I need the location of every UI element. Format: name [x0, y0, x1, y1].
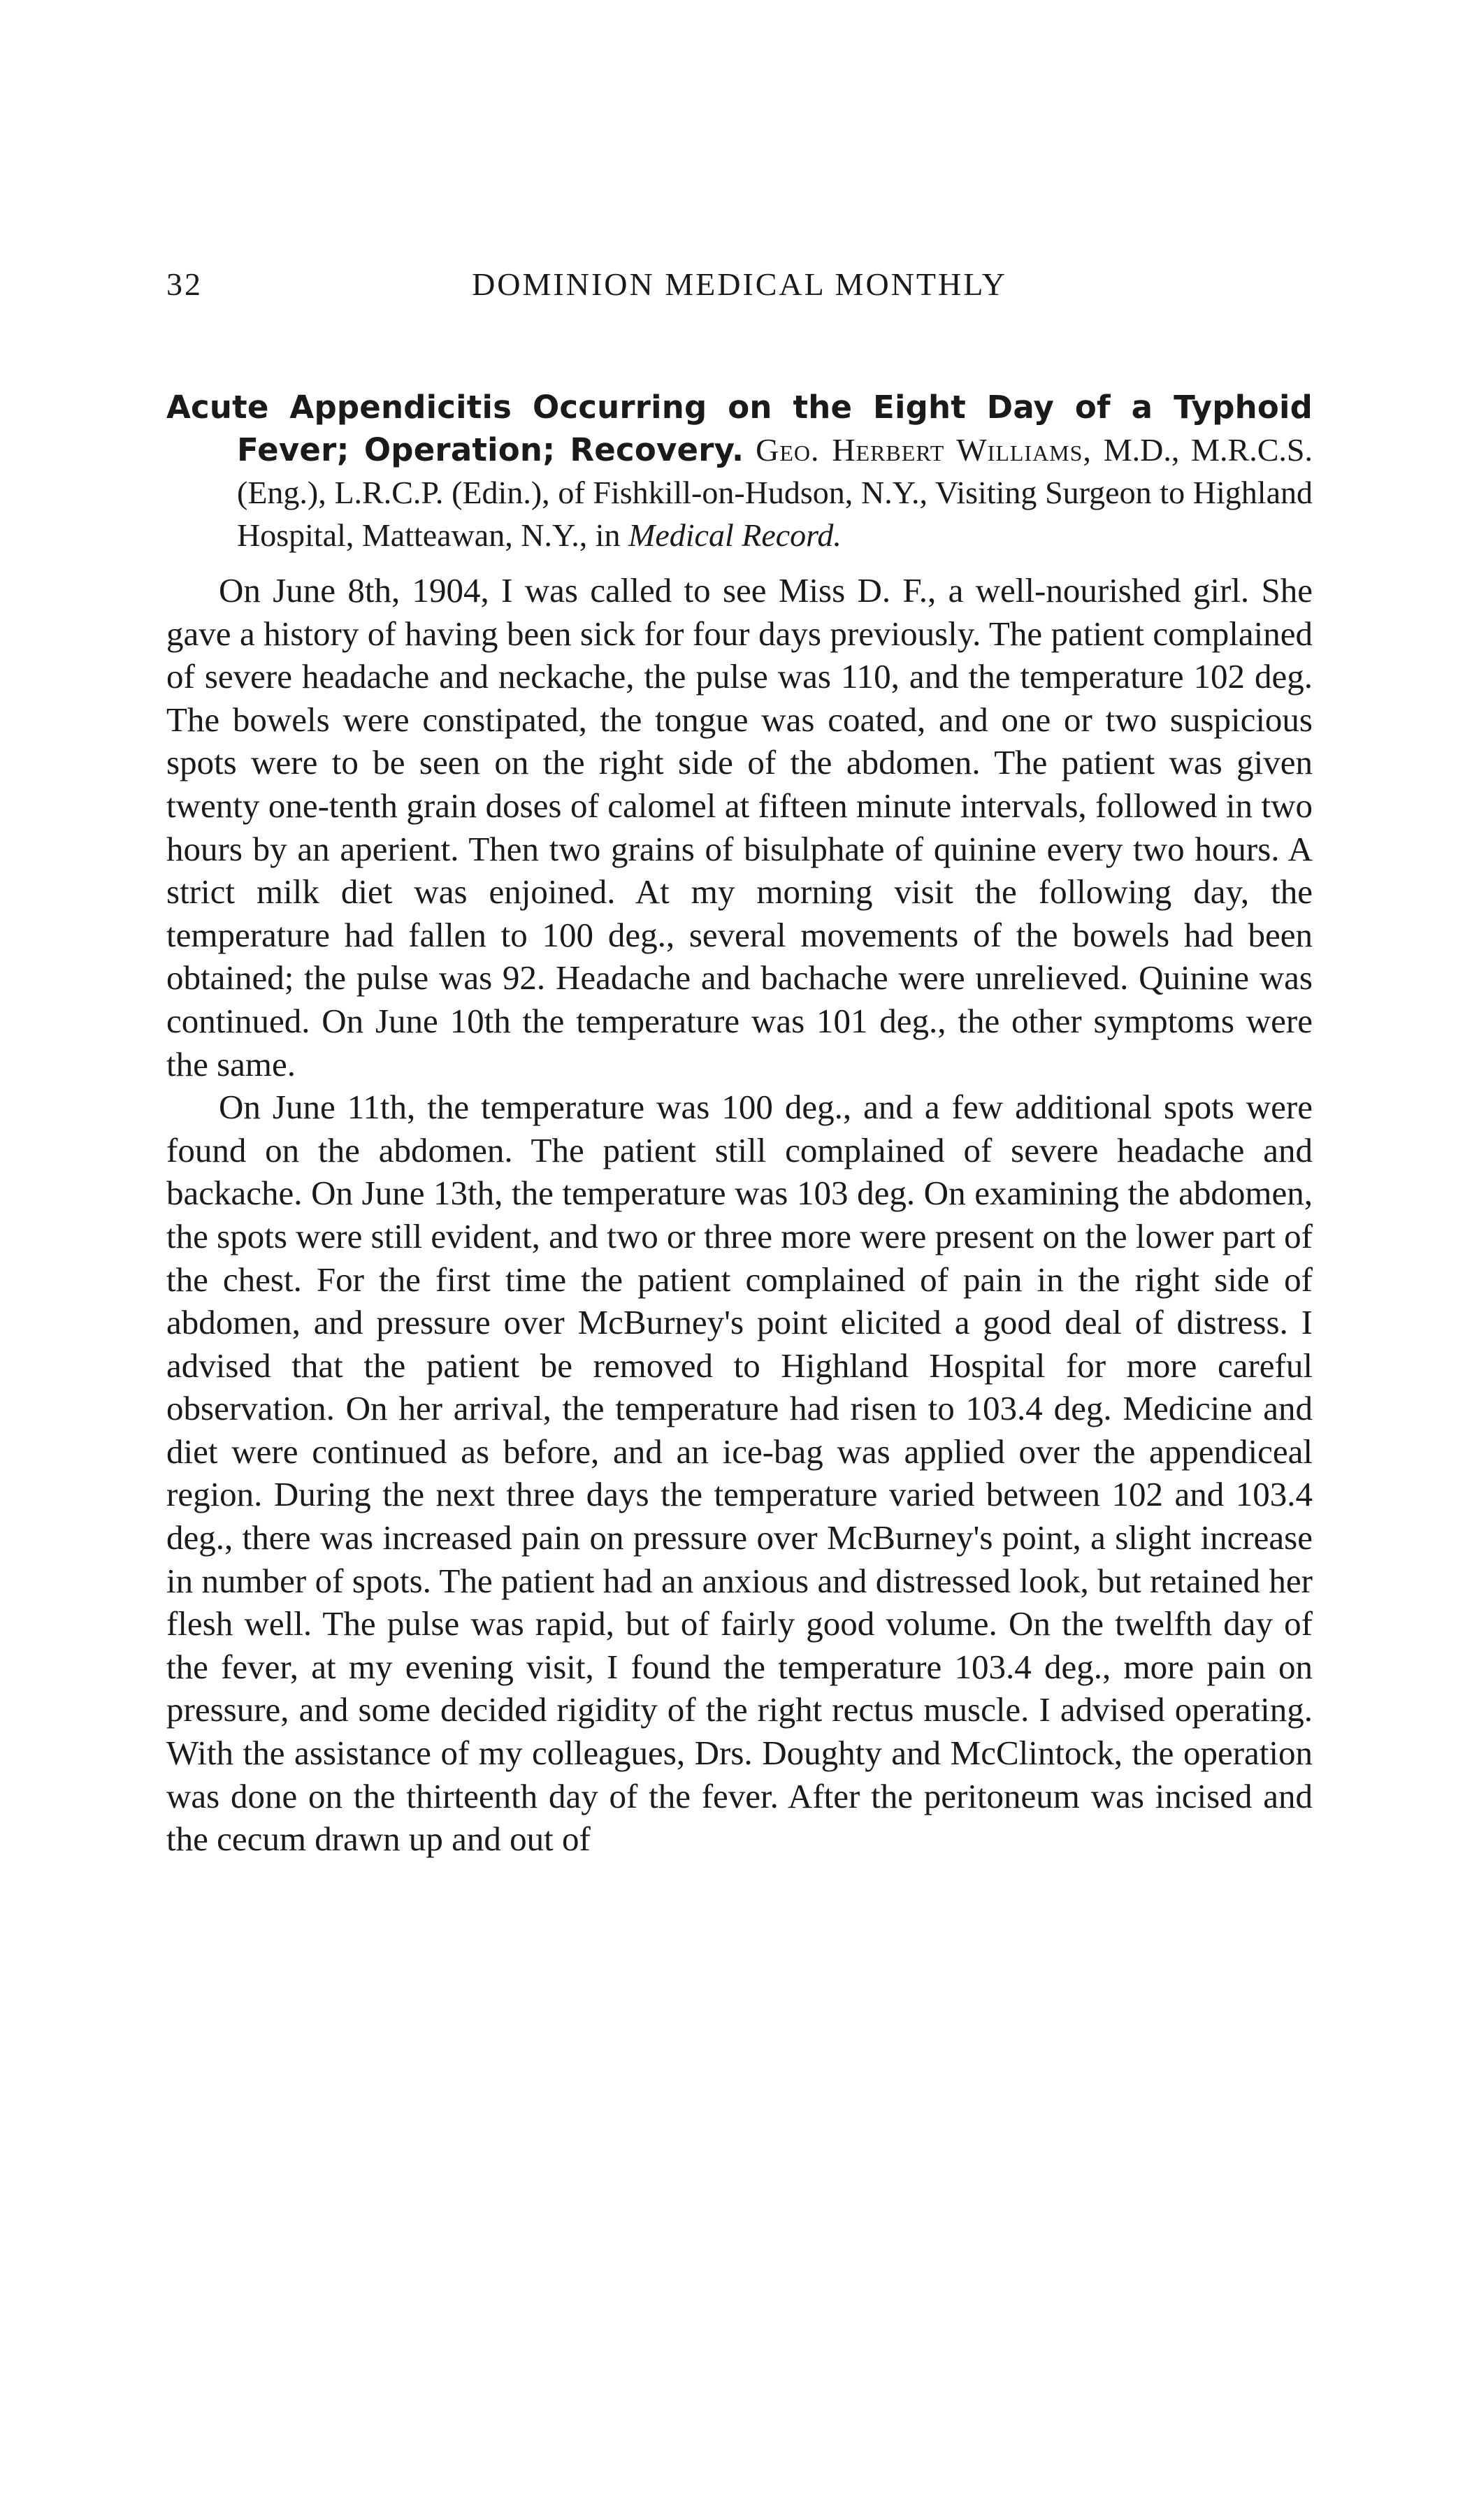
running-head	[166, 266, 1313, 315]
article-title: Acute Appendicitis Occurring on the Eight Day of a Typhoid Fever; Operation; Recovery.	[166, 389, 1313, 468]
article-heading	[166, 386, 1313, 556]
page-number: 32	[166, 266, 203, 302]
body-paragraph: On June 11th, the temperature was 100 deg., and a few additional spots were found on the abdomen. The patient still complained of severe headache and backache. On June 13th, the temperature was 103 deg. On examining the abdomen, the spots were still evident, and two or three more were present on the lower part of the chest. For the first time the patient complained of pain in the right side of abdomen, and pressure over McBurney's point elicited a good deal of distress. I advised that the patient be removed to Highland Hospital for more careful observation. On her arrival, the temperature had risen to 103.4 deg. Medicine and diet were continued as before, and an ice-bag was applied over the appendiceal region. During the next three days the temperature varied between 102 and 103.4 deg., there was increased pain on pressure over McBurney's point, a slight increase in number of spots. The patient had an anxious and distressed look, but retained her flesh well. The pulse was rapid, but of fairly good volume. On the twelfth day of the fever, at my evening visit, I found the temperature 103.4 deg., more pain on pressure, and some decided rigidity of the right rectus muscle. I advised operating. With the assistance of my colleagues, Drs. Doughty and McClintock, the operation was done on the thirteenth day of the fever. After the peritoneum was incised and the cecum drawn up and out of	[166, 1088, 1313, 1859]
journal-title: DOMINION MEDICAL MONTHLY	[472, 266, 1007, 302]
body-paragraph: On June 8th, 1904, I was called to see Miss D. F., a well-nourished girl. She gave a history of having been sick for four days previously. The patient complained of severe headache and neckache, the pulse was 110, and the temperature 102 deg. The bowels were constipated, the tongue was coated, and one or two suspicious spots were to be seen on the right side of the abdomen. The patient was given twenty one-tenth grain doses of calomel at fifteen minute intervals, followed in two hours by an aperient. Then two grains of bisulphate of quinine every two hours. A strict milk diet was enjoined. At my morning visit the following day, the temperature had fallen to 100 deg., several movements of the bowels had been obtained; the pulse was 92. Headache and bachache were unrelieved. Quinine was continued. On June 10th the temperature was 101 deg., the other symptoms were the same.	[166, 571, 1313, 1083]
article-author: Geo. Herbert Williams,	[756, 432, 1092, 468]
document-page	[166, 266, 1313, 1861]
article-source: Medical Record.	[628, 517, 842, 553]
author-credentials: M.D., M.R.C.S. (Eng.), L.R.C.P. (Edin.), of Fishkill-on-Hudson, N.Y., Visiting Surgeon to Highland Hospital, Matteawan, N.Y., in	[237, 432, 1313, 553]
